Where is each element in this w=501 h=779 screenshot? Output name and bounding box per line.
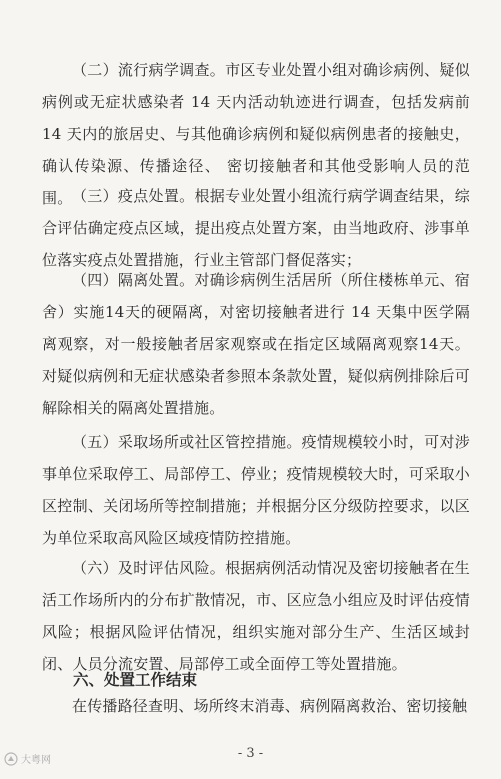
paragraph-epidemiological-investigation: （二）流行病学调查。市区专业处置小组对确诊病例、疑似病例或无症状感染者 14 天内活动轨迹进行调查，包括发病前 14 天内的旅居史、与其他确诊病例和疑似病例患者的接触史，确认传染源、传播途径、 密切接触者和其他受影响人员的范围。 (42, 61, 470, 207)
paragraph-outbreak-site-handling: （三）疫点处置。根据专业处置小组流行病学调查结果，综合评估确定疫点区域，提出疫点处置方案，由当地政府、涉事单位落实疫点处置措施，行业主管部门督促落实； (42, 187, 470, 269)
paragraph-venue-community-control: （五）采取场所或社区管控措施。疫情规模较小时，可对涉事单位采取停工、局部停工、停业；疫情规模较大时，可采取小区控制、关闭场所等控制措施；并根据分区分级防控要求，以区为单位采取高风险区域疫情防控措施。 (42, 433, 470, 547)
paragraph-isolation-handling: （四）隔离处置。对确诊病例生活居所（所住楼栋单元、宿舍）实施14天的硬隔离，对密切接触者进行 14 天集中医学隔离观察，对一般接触者居家观察或在指定区域隔离观察14天。对疑似病例和无症状感染者参照本条款处置，疑似病例排除后可解除相关的隔离处置措施。 (42, 271, 470, 417)
page-number: - 3 - (237, 746, 264, 761)
paragraph-conclusion-start: 在传播路径查明、场所终末消毒、病例隔离救治、密切接触 (72, 697, 468, 715)
paragraph-risk-assessment: （六）及时评估风险。根据病例活动情况及密切接触者在生活工作场所内的分布扩散情况，市、区应急小组应及时评估疫情风险；根据风险评估情况，组织实施对部分生产、生活区域封闭、人员分流安置、局部停工或全面停工等处置措施。 (42, 559, 470, 673)
watermark-text: 大粤网 (21, 755, 51, 766)
section-heading: 六、处置工作结束 (73, 671, 198, 689)
watermark (4, 751, 51, 766)
watermark-logo-icon (4, 752, 18, 766)
